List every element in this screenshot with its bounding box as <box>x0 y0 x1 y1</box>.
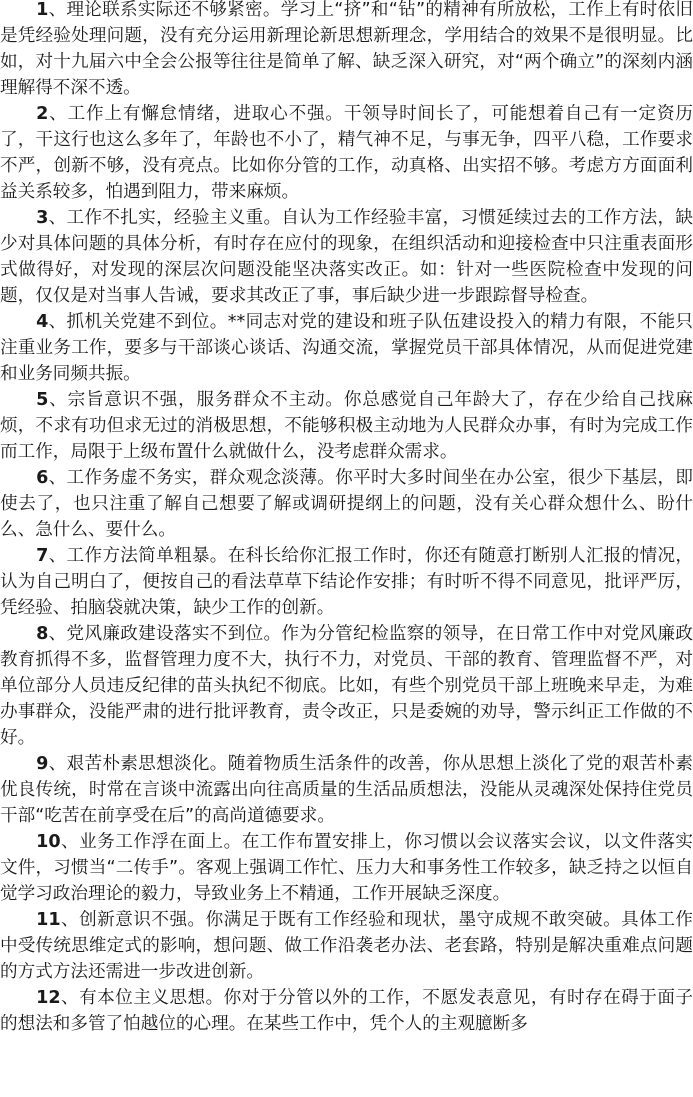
item-number: 2 <box>36 104 49 124</box>
item-number: 11 <box>36 910 61 930</box>
paragraph-2 <box>0 101 693 205</box>
paragraph-5 <box>0 387 693 465</box>
paragraph-text: 、工作务虚不务实，群众观念淡薄。你平时大多时间坐在办公室，很少下基层，即使去了，也只注重了解自己想要了解或调研提纲上的问题，没有关心群众想什么、盼什么、急什么、要什么。 <box>0 468 693 540</box>
paragraph-text: 、党风廉政建设落实不到位。作为分管纪检监察的领导，在日常工作中对党风廉政教育抓得不多，监督管理力度不大，执行不力，对党员、干部的教育、管理监督不严，对单位部分人员违反纪律的苗头执纪不彻底。比如，有些个别党员干部上班晚来早走，为难办事群众，没能严肃的进行批评教育，责令改正，只是委婉的劝导，警示纠正工作做的不好。 <box>0 624 693 748</box>
paragraph-text: 、工作方法简单粗暴。在科长给你汇报工作时，你还有随意打断别人汇报的情况，认为自己明白了，便按自己的看法草草下结论作安排；有时听不得不同意见，批评严厉，凭经验、拍脑袋就决策，缺少工作的创新。 <box>0 546 693 618</box>
item-number: 3 <box>36 208 49 228</box>
paragraph-text: 、工作上有懈怠情绪，进取心不强。干领导时间长了，可能想着自己有一定资历了，干这行也这么多年了，年龄也不小了，精气神不足，与事无争，四平八稳，工作要求不严，创新不够，没有亮点。比如你分管的工作，动真格、出实招不够。考虑方方面面利益关系较多，怕遇到阻力，带来麻烦。 <box>0 104 693 202</box>
paragraph-text: 、业务工作浮在面上。在工作布置安排上，你习惯以会议落实会议，以文件落实文件，习惯当“二传手”。客观上强调工作忙、压力大和事务性工作较多，缺乏持之以恒自觉学习政治理论的毅力，导致业务上不精通，工作开展缺乏深度。 <box>0 832 693 904</box>
paragraph-1 <box>0 0 693 101</box>
paragraph-3 <box>0 205 693 309</box>
paragraph-8 <box>0 621 693 751</box>
paragraph-9 <box>0 751 693 829</box>
paragraph-7 <box>0 543 693 621</box>
item-number: 12 <box>36 988 61 1008</box>
item-number: 7 <box>36 546 49 566</box>
item-number: 9 <box>36 754 49 774</box>
paragraph-text: 、理论联系实际还不够紧密。学习上“挤”和“钻”的精神有所放松，工作上有时依旧是凭经验处理问题，没有充分运用新理论新思想新理念，学用结合的效果不是很明显。比如，对十九届六中全会公报等往往是简单了解、缺乏深入研究，对“两个确立”的深刻内涵理解得不深不透。 <box>0 0 693 98</box>
item-number: 10 <box>36 832 61 852</box>
paragraph-text: 、工作不扎实，经验主义重。自认为工作经验丰富，习惯延续过去的工作方法，缺少对具体问题的具体分析，有时存在应付的现象，在组织活动和迎接检查中只注重表面形式做得好，对发现的深层次问题没能坚决落实改正。如：针对一些医院检查中发现的问题，仅仅是对当事人告诫，要求其改正了事，事后缺少进一步跟踪督导检查。 <box>0 208 693 306</box>
item-number: 5 <box>36 390 49 410</box>
item-number: 1 <box>36 0 49 20</box>
paragraph-11 <box>0 907 693 985</box>
paragraph-4 <box>0 309 693 387</box>
item-number: 4 <box>36 312 49 332</box>
paragraph-text: 、有本位主义思想。你对于分管以外的工作，不愿发表意见，有时存在碍于面子的想法和多管了怕越位的心理。在某些工作中，凭个人的主观臆断多 <box>0 988 693 1034</box>
paragraph-6 <box>0 465 693 543</box>
paragraph-text: 、艰苦朴素思想淡化。随着物质生活条件的改善，你从思想上淡化了党的艰苦朴素优良传统，时常在言谈中流露出向往高质量的生活品质想法，没能从灵魂深处保持住党员干部“吃苦在前享受在后”的高尚道德要求。 <box>0 754 693 826</box>
paragraph-text: 、宗旨意识不强，服务群众不主动。你总感觉自己年龄大了，存在少给自己找麻烦，不求有功但求无过的消极思想，不能够积极主动地为人民群众办事，有时为完成工作而工作，局限于上级布置什么就做什么，没考虑群众需求。 <box>0 390 693 462</box>
paragraph-text: 、创新意识不强。你满足于既有工作经验和现状，墨守成规不敢突破。具体工作中受传统思维定式的影响，想问题、做工作沿袭老办法、老套路，特别是解决重难点问题的方式方法还需进一步改进创新。 <box>0 910 693 982</box>
paragraph-10 <box>0 829 693 907</box>
paragraph-12 <box>0 985 693 1037</box>
paragraph-text: 、抓机关党建不到位。**同志对党的建设和班子队伍建设投入的精力有限，不能只注重业务工作，要多与干部谈心谈话、沟通交流，掌握党员干部具体情况，从而促进党建和业务同频共振。 <box>0 312 693 384</box>
item-number: 6 <box>36 468 49 488</box>
item-number: 8 <box>36 624 49 644</box>
